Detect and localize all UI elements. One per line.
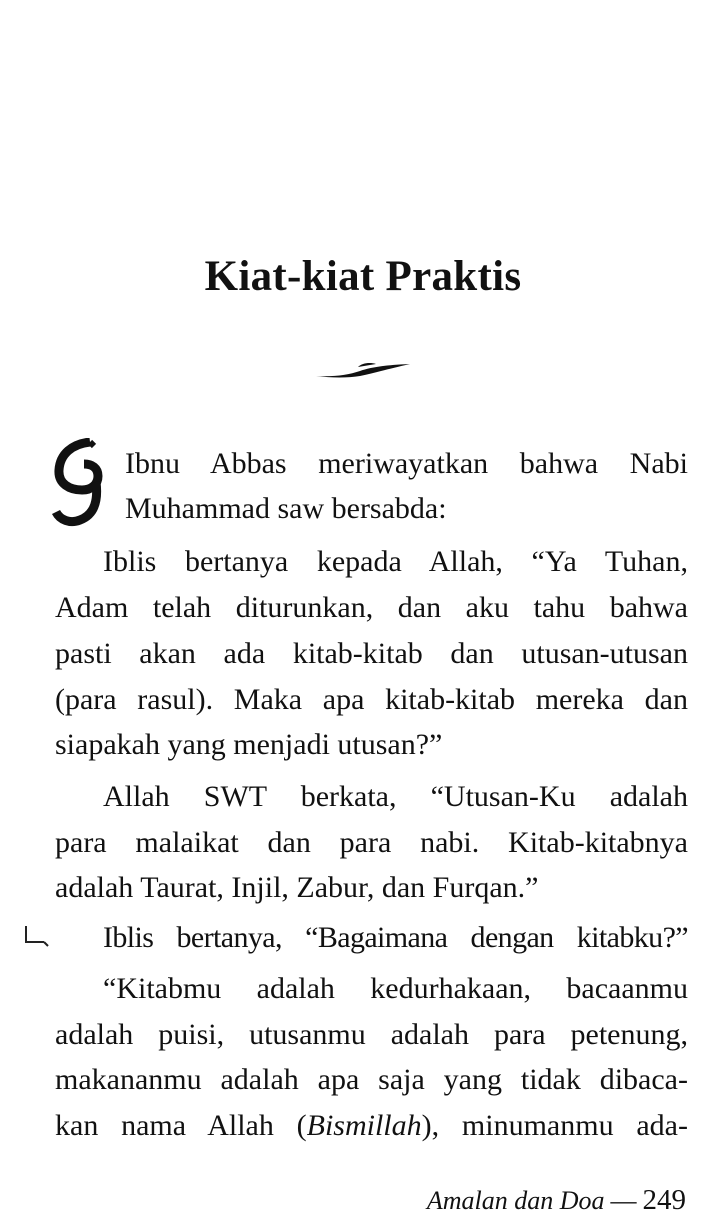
paragraph-5-line-2: adalah puisi, utusanmu adalah para petenung, <box>55 1018 688 1051</box>
drop-cap <box>50 438 108 547</box>
chapter-title: Kiat-kiat Praktis <box>204 253 522 300</box>
paragraph-5-line-1: “Kitabmu adalah kedurhakaan, bacaanmu <box>103 972 688 1005</box>
page-number: 249 <box>642 1184 686 1216</box>
text-segment: ), minumanmu ada- <box>421 1109 688 1142</box>
footer-separator: — <box>610 1186 637 1215</box>
running-title: Amalan dan Doa <box>426 1186 605 1215</box>
paragraph-5-line-4 <box>55 1109 688 1143</box>
page-footer <box>427 1184 686 1217</box>
paragraph-2-line-2: Adam telah diturunkan, dan aku tahu bahwa <box>55 591 688 624</box>
paragraph-2-line-3: pasti akan ada kitab-kitab dan utusan-utusan <box>55 637 688 670</box>
paragraph-2-line-5: siapakah yang menjadi utusan?” <box>55 728 443 761</box>
italic-term: Bismillah <box>306 1109 422 1142</box>
ornament-divider-icon <box>314 358 412 382</box>
text-segment: kan nama Allah ( <box>55 1109 307 1142</box>
paragraph-1-line-2: Muhammad saw bersabda: <box>125 492 447 525</box>
margin-mark-icon <box>22 924 52 948</box>
drop-cap-glyph-icon <box>50 438 108 530</box>
paragraph-1-line-1: Ibnu Abbas meriwayatkan bahwa Nabi <box>125 447 688 480</box>
paragraph-2-line-4: (para rasul). Maka apa kitab-kitab mereka dan <box>55 683 688 716</box>
paragraph-3-line-3: adalah Taurat, Injil, Zabur, dan Furqan.” <box>55 871 539 904</box>
paragraph-3-line-1: Allah SWT berkata, “Utusan-Ku adalah <box>103 780 688 813</box>
paragraph-3-line-2: para malaikat dan para nabi. Kitab-kitabnya <box>55 826 688 859</box>
paragraph-2-line-1: Iblis bertanya kepada Allah, “Ya Tuhan, <box>103 545 688 578</box>
paragraph-5-line-3: makananmu adalah apa saja yang tidak dibaca- <box>55 1063 688 1096</box>
paragraph-4-line-1: Iblis bertanya, “Bagaimana dengan kitabku?” <box>103 921 688 954</box>
